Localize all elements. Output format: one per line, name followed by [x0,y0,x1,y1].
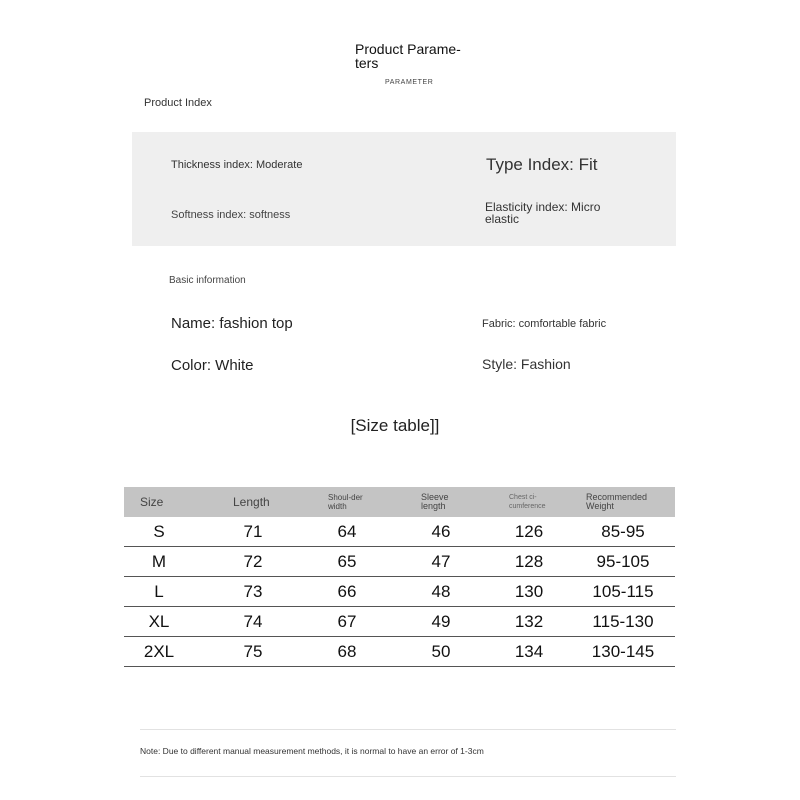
weight-cell: 95-105 [596,551,650,571]
chest-cell: 134 [514,641,544,661]
column-header-size: Size [140,495,164,509]
length-cell: 73 [243,581,263,601]
shoulder-width-cell: 66 [337,581,357,601]
product-name: Name: fashion top [171,315,293,332]
size-cell: 2XL [143,641,175,661]
shoulder-width-cell: 68 [337,641,357,661]
table-row [124,517,675,547]
chest-cell: 132 [514,611,544,631]
page-title [355,42,461,70]
size-cell: XL [148,611,170,631]
length-cell: 74 [243,611,263,631]
column-header-length: Length [233,495,270,509]
thickness-index: Thickness index: Moderate [171,159,303,171]
chest-cell: 126 [514,521,544,541]
table-row [124,577,675,607]
sleeve-length-cell: 46 [431,521,451,541]
page-title-line-2: ters [355,55,379,71]
size-cell: M [151,551,167,571]
weight-cell: 115-130 [592,611,654,631]
chest-cell: 130 [514,581,544,601]
product-color: Color: White [171,357,254,374]
size-cell: L [154,581,164,601]
size-table-header [124,487,675,517]
product-index-heading: Product Index [144,97,212,109]
length-cell: 72 [243,551,263,571]
chest-cell: 128 [514,551,544,571]
table-row [124,637,675,667]
size-table [124,487,675,667]
shoulder-width-cell: 67 [337,611,357,631]
length-cell: 75 [243,641,263,661]
column-header-chest-circumference: Chest ci-cumference [509,494,546,510]
basic-info-heading: Basic information [169,275,246,286]
sleeve-length-cell: 49 [431,611,451,631]
page-subtitle: PARAMETER [385,79,434,86]
size-table-title: [Size table]] [350,416,440,435]
softness-index: Softness index: softness [171,209,291,221]
product-fabric: Fabric: comfortable fabric [482,318,607,330]
page-title-line-1: Product Parame- [355,41,461,57]
measurement-note: Note: Due to different manual measurement methods, it is normal to have an error of 1-3cm [140,746,484,756]
weight-cell: 130-145 [591,641,655,661]
note-divider-bottom [140,776,676,777]
column-header-sleeve-length: Sleeve length [421,492,449,511]
product-style: Style: Fashion [482,356,571,372]
note-divider-top [140,729,676,730]
length-cell: 71 [243,521,263,541]
column-header-shoulder-width: Shoul-der width [328,493,363,511]
column-header-recommended-weight: Recommended Weight [586,492,648,511]
table-row [124,547,675,577]
weight-cell: 85-95 [601,521,645,541]
shoulder-width-cell: 64 [337,521,357,541]
sleeve-length-cell: 47 [431,551,451,571]
product-index-panel [132,132,676,246]
table-row [124,607,675,637]
sleeve-length-cell: 50 [431,641,451,661]
elasticity-index: Elasticity index: Micro elastic [485,200,601,226]
sleeve-length-cell: 48 [431,581,451,601]
size-cell: S [153,521,165,541]
shoulder-width-cell: 65 [337,551,357,571]
type-index: Type Index: Fit [486,155,598,174]
weight-cell: 105-115 [592,581,654,601]
